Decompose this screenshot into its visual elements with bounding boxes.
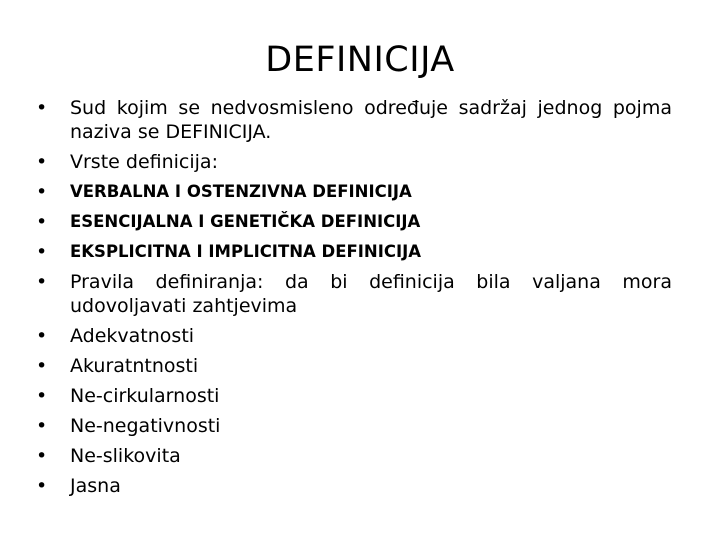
list-item (36, 474, 672, 498)
bullet-icon: • (36, 211, 48, 233)
list-item (36, 324, 672, 348)
bullet-icon: • (36, 325, 48, 347)
list-item-text: EKSPLICITNA I IMPLICITNA DEFINICIJA (70, 242, 422, 261)
list-item-text: Ne-cirkularnosti (70, 385, 220, 407)
bullet-icon: • (36, 97, 48, 119)
list-item-text: Pravila definiranja: da bi definicija bila valjana mora udovoljavati zahtjevima (70, 271, 672, 317)
bullet-icon: • (36, 355, 48, 377)
bullet-icon: • (36, 181, 48, 203)
list-item (36, 414, 672, 438)
list-item (36, 270, 672, 318)
list-item-text: Akuratntnosti (70, 355, 199, 377)
bullet-icon: • (36, 415, 48, 437)
list-item (36, 150, 672, 174)
list-item-text: Vrste definicija: (70, 151, 218, 173)
bullet-list (36, 96, 672, 504)
list-item (36, 210, 672, 234)
list-item (36, 240, 672, 264)
list-item-text: VERBALNA I OSTENZIVNA DEFINICIJA (70, 182, 412, 201)
slide-title: DEFINICIJA (265, 40, 455, 80)
list-item (36, 384, 672, 408)
bullet-icon: • (36, 271, 48, 293)
list-item-text: Jasna (70, 475, 121, 497)
list-item-text: ESENCIJALNA I GENETIČKA DEFINICIJA (70, 212, 421, 231)
list-item (36, 354, 672, 378)
bullet-icon: • (36, 475, 48, 497)
list-item-text: Ne-slikovita (70, 445, 181, 467)
list-item-text: Ne-negativnosti (70, 415, 221, 437)
list-item-text: Adekvatnosti (70, 325, 195, 347)
bullet-icon: • (36, 385, 48, 407)
list-item (36, 180, 672, 204)
bullet-icon: • (36, 445, 48, 467)
bullet-icon: • (36, 151, 48, 173)
bullet-icon: • (36, 241, 48, 263)
list-item-text: Sud kojim se nedvosmisleno određuje sadržaj jednog pojma naziva se DEFINICIJA. (70, 97, 672, 143)
list-item (36, 444, 672, 468)
list-item (36, 96, 672, 144)
